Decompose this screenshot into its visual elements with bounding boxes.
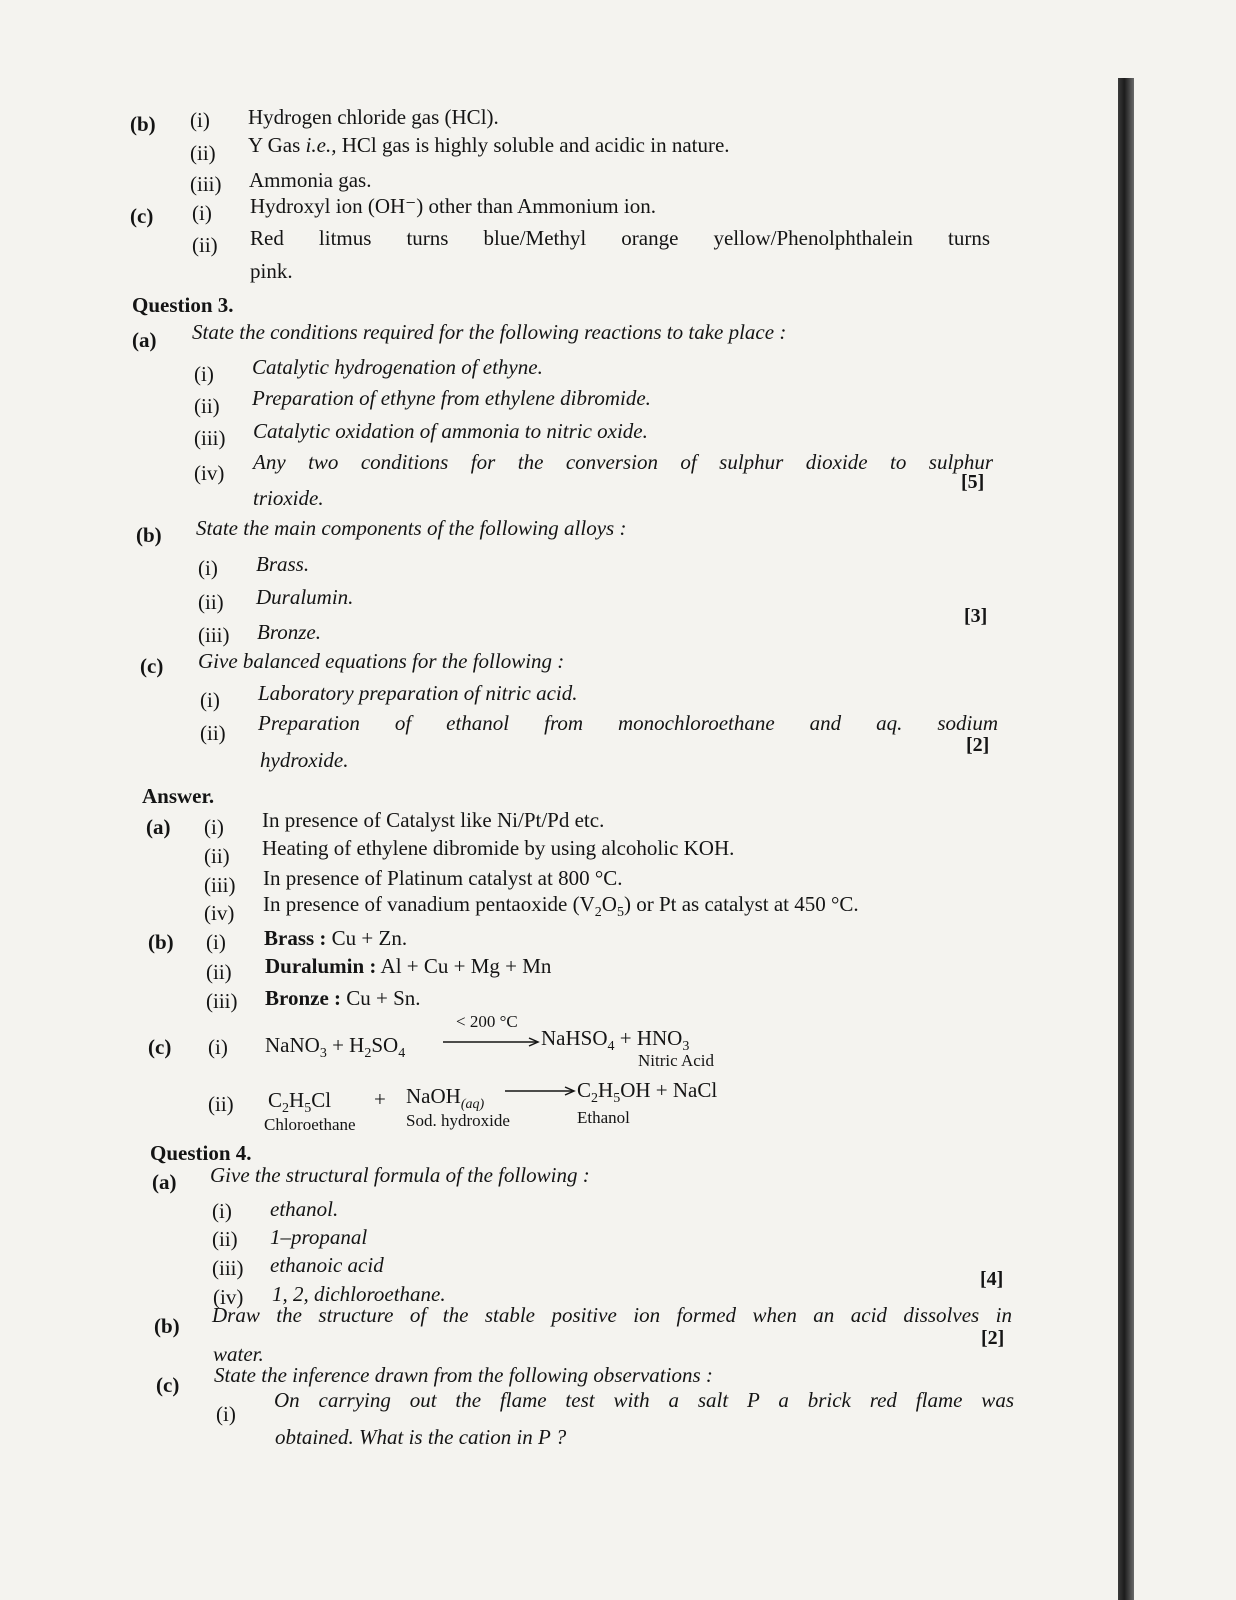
q3-c-prompt: Give balanced equations for the following :	[198, 649, 565, 673]
answer-text: Hydrogen chloride gas (HCl).	[248, 105, 499, 129]
item-num: (ii)	[190, 141, 216, 165]
q3-a-marks: [5]	[961, 471, 985, 493]
q4-a-label: (a)	[152, 1170, 177, 1194]
answer-text: Red litmus turns blue/Methyl orange yellow/Phenolphthalein turns	[250, 226, 990, 250]
question-4-heading: Question 4.	[150, 1141, 252, 1165]
answer-text: Bronze : Cu + Sn.	[265, 986, 421, 1010]
q4-b-marks: [2]	[981, 1327, 1005, 1349]
item-num: (i)	[216, 1402, 236, 1426]
question-text: On carrying out the flame test with a salt P a brick red flame was	[274, 1388, 1014, 1412]
answer-c-label: (c)	[130, 204, 154, 228]
item-num: (ii)	[200, 721, 226, 745]
q3-c-marks: [2]	[966, 734, 990, 756]
question-text: ethanoic acid	[270, 1253, 384, 1277]
item-num: (iv)	[213, 1285, 244, 1309]
question-text: Brass.	[256, 552, 310, 576]
answer-text: Duralumin : Al + Cu + Mg + Mn	[265, 954, 552, 978]
q3-b-label: (b)	[136, 523, 162, 547]
question-text: hydroxide.	[260, 748, 349, 772]
item-num: (ii)	[212, 1227, 238, 1251]
item-num: (iii)	[194, 426, 226, 450]
question-text: obtained. What is the cation in P ?	[275, 1425, 567, 1449]
equation-2-reactant-1: $C_2H_5Cl$	[268, 1088, 332, 1117]
q4-c-label: (c)	[156, 1373, 180, 1397]
answer-text: Brass : Cu + Zn.	[264, 926, 408, 950]
q3-b-prompt: State the main components of the following alloys :	[196, 516, 627, 540]
item-num: (iv)	[204, 901, 235, 925]
q3-c-label: (c)	[140, 654, 164, 678]
question-text: Preparation of ethanol from monochloroethane and aq. sodium	[258, 711, 998, 735]
answer-text: Ammonia gas.	[249, 168, 372, 192]
item-num: (i)	[198, 556, 218, 580]
question-text: Catalytic oxidation of ammonia to nitric oxide.	[253, 419, 648, 443]
q4-a-marks: [4]	[980, 1268, 1004, 1290]
answer-text: Y Gas i.e., HCl gas is highly soluble and acidic in nature.	[248, 133, 730, 157]
question-text: Preparation of ethyne from ethylene dibromide.	[252, 386, 651, 410]
question-text: Catalytic hydrogenation of ethyne.	[252, 355, 543, 379]
item-num: (i)	[190, 108, 210, 132]
question-text: Duralumin.	[256, 585, 354, 609]
item-num: (i)	[192, 201, 212, 225]
answer-text: In presence of Platinum catalyst at 800 °C.	[263, 866, 623, 890]
item-num: (i)	[206, 930, 226, 954]
question-text: Bronze.	[257, 620, 321, 644]
equation-2-products: $C_2H_5OH$ + NaCl	[577, 1078, 718, 1107]
q4-c-prompt: State the inference drawn from the following observations :	[214, 1363, 713, 1387]
question-text: ethanol.	[270, 1197, 339, 1221]
item-num: (i)	[212, 1199, 232, 1223]
q4-b-label: (b)	[154, 1314, 180, 1338]
answer-a-label: (a)	[146, 815, 171, 839]
question-text: 1, 2, dichloroethane.	[272, 1282, 446, 1306]
item-num: (ii)	[198, 590, 224, 614]
item-num: (ii)	[204, 844, 230, 868]
reaction-arrow-icon	[443, 1036, 541, 1048]
item-num: (iii)	[212, 1256, 244, 1280]
answer-text: In presence of vanadium pentaoxide $(V_2O_5)$ or Pt as catalyst at 450 °C.	[263, 892, 859, 921]
question-text: Draw the structure of the stable positive ion formed when an acid dissolves in	[212, 1303, 1012, 1327]
equation-2-label-chloroethane: Chloroethane	[264, 1115, 356, 1134]
equation-1-condition: < 200 °C	[456, 1012, 518, 1031]
equation-1-product-label: Nitric Acid	[638, 1051, 715, 1070]
question-text: trioxide.	[253, 486, 324, 510]
equation-2-label-hydroxide: Sod. hydroxide	[406, 1111, 510, 1130]
equation-1-reactants: NaNO$_3$ + $H_2SO_4$	[265, 1033, 406, 1062]
item-num: (iii)	[190, 172, 222, 196]
q3-a-prompt: State the conditions required for the following reactions to take place :	[192, 320, 787, 344]
item-num: (i)	[204, 815, 224, 839]
answer-text: Heating of ethylene dibromide by using alcoholic KOH.	[262, 836, 735, 860]
item-num: (iii)	[206, 989, 238, 1013]
reaction-arrow-icon	[505, 1085, 577, 1097]
item-num: (i)	[208, 1035, 228, 1059]
item-num: (iv)	[194, 461, 225, 485]
question-text: water.	[213, 1342, 264, 1366]
item-num: (ii)	[206, 960, 232, 984]
equation-2-reactant-2: NaOH$_{(aq)}$	[406, 1084, 485, 1113]
q3-a-label: (a)	[132, 328, 157, 352]
question-text: 1–propanal	[270, 1225, 368, 1249]
question-text: Any two conditions for the conversion of sulphur dioxide to sulphur	[253, 450, 993, 474]
answer-heading: Answer.	[142, 784, 215, 808]
q4-a-prompt: Give the structural formula of the following :	[210, 1163, 590, 1187]
answer-text: In presence of Catalyst like Ni/Pt/Pd etc.	[262, 808, 605, 832]
question-text: Laboratory preparation of nitric acid.	[258, 681, 578, 705]
scan-edge-shadow	[1118, 78, 1134, 1600]
item-num: (i)	[200, 688, 220, 712]
item-num: (ii)	[192, 233, 218, 257]
item-num: (ii)	[208, 1092, 234, 1116]
item-num: (iii)	[204, 873, 236, 897]
answer-b-label: (b)	[148, 930, 174, 954]
question-3-heading: Question 3.	[132, 293, 234, 317]
equation-2-label-ethanol: Ethanol	[577, 1108, 630, 1127]
answer-text: Hydroxyl ion (OH⁻) other than Ammonium ion.	[250, 194, 656, 218]
answer-b-label: (b)	[130, 112, 156, 136]
equation-1-products: NaHSO$_4$ + $HNO_3$	[541, 1026, 690, 1055]
equation-2-plus: +	[374, 1087, 386, 1111]
item-num: (iii)	[198, 623, 230, 647]
q3-b-marks: [3]	[964, 605, 988, 627]
answer-c-label: (c)	[148, 1035, 172, 1059]
item-num: (ii)	[194, 394, 220, 418]
answer-text: pink.	[250, 259, 293, 283]
item-num: (i)	[194, 362, 214, 386]
